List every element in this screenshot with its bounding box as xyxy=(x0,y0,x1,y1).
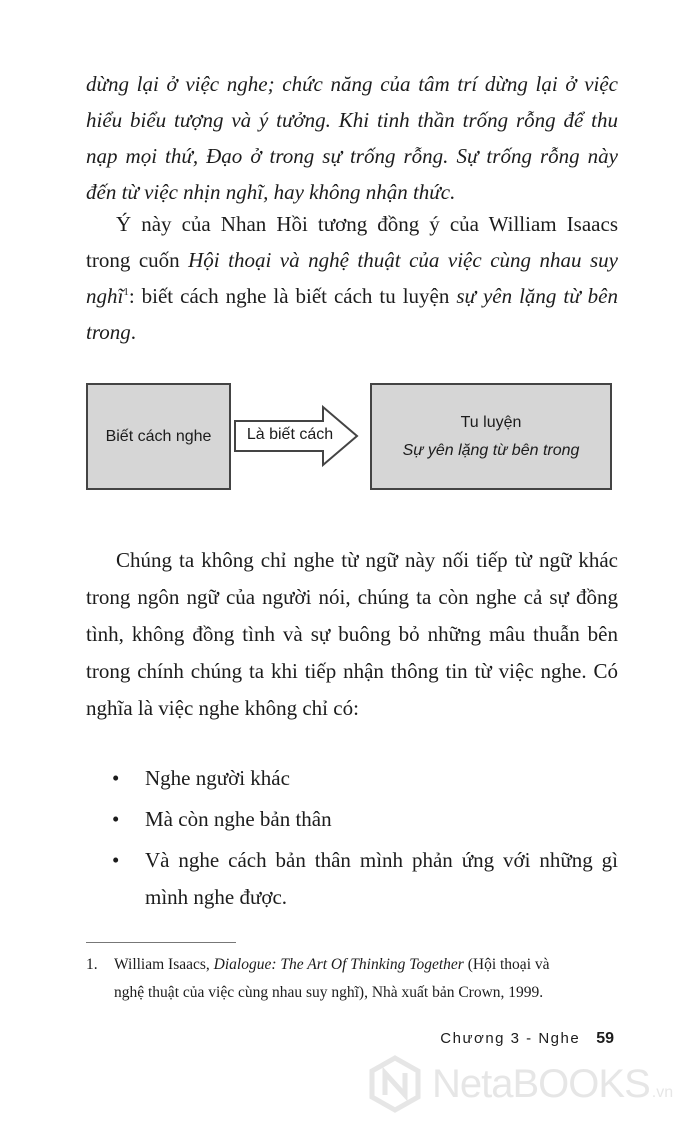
neta-logo-icon xyxy=(366,1055,424,1113)
bullet-list xyxy=(112,760,618,920)
footnote xyxy=(86,951,618,1007)
diagram-arrow-label: Là biết cách xyxy=(246,426,334,443)
diagram-box-cultivate-subtitle: Sự yên lặng từ bên trong xyxy=(402,441,580,459)
diagram-box-cultivate-title: Tu luyện xyxy=(460,413,522,431)
paragraph-3: Chúng ta không chỉ nghe từ ngữ này nối tiếp từ ngữ khác trong ngôn ngữ của người nói, chúng ta còn nghe cả sự đồng tình, không đồng tình và sự buông bỏ những mâu thuẫn bên trong chính chúng ta khi tiếp nhận thông tin từ việc nghe. Có nghĩa là việc nghe không chỉ có: xyxy=(86,548,618,720)
footnote-title: Dialogue: The Art Of Thinking Together xyxy=(213,956,464,973)
paragraph-2 xyxy=(86,206,618,350)
footnote-author: William Isaacs, xyxy=(114,956,214,973)
paragraph-2-text-b: : biết cách nghe là biết cách tu luyện xyxy=(128,284,457,308)
diagram-box-listen xyxy=(86,383,231,490)
list-item-text: Nghe người khác xyxy=(145,766,290,790)
diagram-box-listen-label: Biết cách nghe xyxy=(105,427,212,445)
watermark xyxy=(366,1052,696,1116)
footnote-divider xyxy=(86,942,236,943)
page-number: 59 xyxy=(596,1030,614,1047)
paragraph-2-text-a: Ý này của Nhan Hồi tương đồng ý của William Isaacs trong cuốn xyxy=(86,212,618,272)
paragraph-2-emphasis: sự yên lặng từ bên trong xyxy=(86,284,618,344)
chapter-label: Chương 3 - Nghe xyxy=(440,1030,581,1047)
footnote-reference[interactable]: 1 xyxy=(123,286,129,298)
watermark-domain: .vn xyxy=(651,1084,674,1101)
diagram-box-cultivate xyxy=(370,383,612,490)
list-item-text: Và nghe cách bản thân mình phản ứng với những gì mình nghe được. xyxy=(145,848,618,909)
paragraph-2-end: . xyxy=(130,320,136,344)
list-item xyxy=(112,842,618,916)
bullet-icon: • xyxy=(112,766,120,790)
footnote-rest-2: nghệ thuật của việc cùng nhau suy nghĩ), Nhà xuất bản Crown, 1999. xyxy=(114,984,544,1001)
list-item xyxy=(112,801,618,838)
bullet-icon: • xyxy=(112,848,120,872)
list-item xyxy=(112,760,618,797)
list-item-text: Mà còn nghe bản thân xyxy=(145,807,332,831)
running-footer xyxy=(440,1030,614,1048)
bullet-icon: • xyxy=(112,807,120,831)
footnote-rest-1: (Hội thoại và xyxy=(463,956,550,973)
watermark-brand: NetaBOOKS xyxy=(432,1061,650,1106)
paragraph-1: dừng lại ở việc nghe; chức năng của tâm trí dừng lại ở việc hiểu biểu tượng và ý tưởng. Khi tinh thần trống rỗng để thu nạp mọi thứ, Đạo ở trong sự trống rỗng. Sự trống rỗng này đến từ việc nhịn nghĩ, hay không nhận thức. xyxy=(86,72,618,204)
book-title: Hội thoại và nghệ thuật của việc cùng nhau suy nghĩ xyxy=(86,248,618,308)
footnote-number: 1. xyxy=(86,956,98,973)
